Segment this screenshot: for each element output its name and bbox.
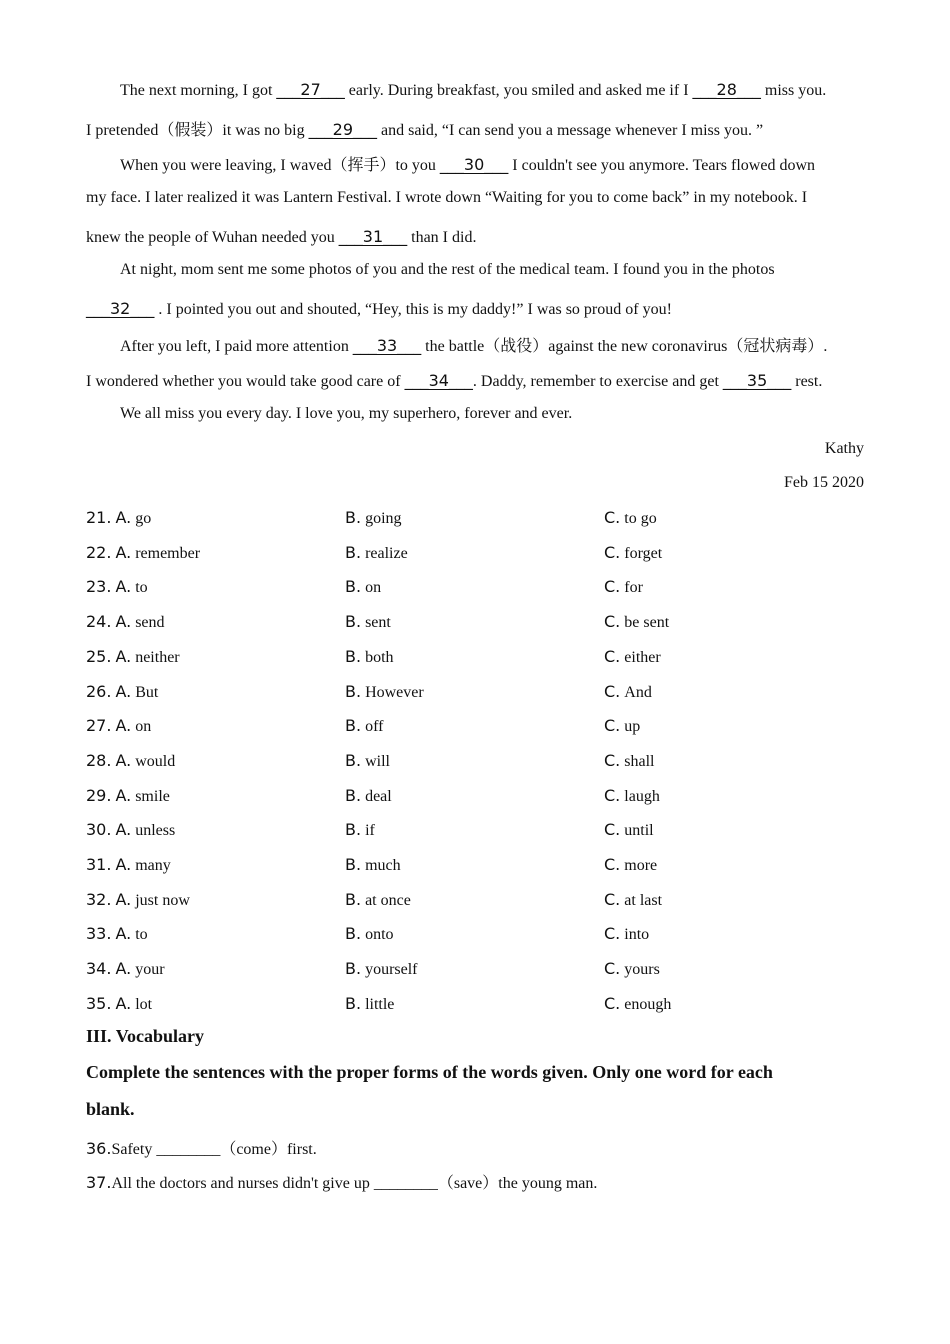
passage-line: At night, mom sent me some photos of you and the rest of the medical team. I found you in the photos bbox=[120, 261, 775, 278]
option-text: many bbox=[135, 857, 171, 874]
option-letter: C. bbox=[604, 889, 621, 909]
option-b bbox=[345, 890, 411, 910]
option-text: remember bbox=[135, 544, 201, 562]
option-c bbox=[604, 994, 671, 1014]
question-row bbox=[86, 959, 864, 983]
option-letter: A. bbox=[115, 820, 132, 840]
blank-35: ___35___ bbox=[722, 371, 792, 390]
option-letter: B. bbox=[345, 785, 362, 805]
option-letter: C. bbox=[604, 681, 621, 701]
option-text: And bbox=[624, 683, 652, 701]
option-a bbox=[86, 924, 148, 944]
signature: Kathy bbox=[824, 440, 864, 457]
option-letter: A. bbox=[115, 681, 132, 701]
option-b bbox=[345, 543, 408, 563]
option-letter: C. bbox=[604, 646, 621, 666]
option-letter: C. bbox=[604, 750, 621, 770]
option-text: onto bbox=[365, 926, 394, 944]
question-row bbox=[86, 682, 864, 706]
option-letter: B. bbox=[345, 646, 362, 666]
question-number: 26. bbox=[86, 681, 112, 701]
passage-line: ___32___ . I pointed you out and shouted, “Hey, this is my daddy!” I was so proud of you! bbox=[86, 299, 672, 318]
question-36: 36.Safety ________（come）first. bbox=[86, 1139, 317, 1158]
option-c bbox=[604, 959, 660, 979]
option-text: be sent bbox=[624, 614, 670, 632]
option-text: But bbox=[135, 683, 159, 701]
option-c bbox=[604, 890, 662, 910]
question-number: 28. bbox=[86, 750, 112, 770]
option-text: go bbox=[135, 510, 152, 527]
blank-29: ___29___ bbox=[308, 120, 377, 139]
option-b bbox=[345, 647, 394, 667]
option-text: realize bbox=[365, 544, 408, 562]
option-b bbox=[345, 959, 418, 979]
option-letter: C. bbox=[604, 716, 621, 736]
option-a bbox=[86, 890, 190, 910]
option-c bbox=[604, 508, 657, 528]
question-row bbox=[86, 924, 864, 948]
question-number: 24. bbox=[86, 612, 112, 632]
blank-30: ___30___ bbox=[439, 155, 509, 174]
option-letter: C. bbox=[604, 959, 621, 979]
option-text: much bbox=[365, 857, 401, 874]
option-b bbox=[345, 682, 424, 702]
option-c bbox=[604, 612, 669, 632]
blank-27: ___27___ bbox=[276, 80, 345, 99]
option-text: send bbox=[135, 614, 165, 632]
option-text: shall bbox=[624, 752, 655, 770]
option-letter: A. bbox=[115, 924, 132, 944]
option-a bbox=[86, 543, 200, 563]
option-text: going bbox=[365, 510, 402, 527]
option-letter: A. bbox=[115, 959, 132, 979]
blank-31: ___31___ bbox=[338, 227, 408, 246]
option-letter: A. bbox=[115, 750, 132, 770]
blank-33: ___33___ bbox=[352, 336, 422, 355]
option-letter: C. bbox=[604, 785, 621, 805]
option-a bbox=[86, 994, 152, 1014]
option-letter: C. bbox=[604, 820, 621, 840]
option-a bbox=[86, 508, 151, 528]
option-text: However bbox=[365, 683, 424, 701]
option-letter: A. bbox=[115, 889, 132, 909]
option-b bbox=[345, 612, 391, 632]
letter-date: Feb 15 2020 bbox=[784, 474, 864, 491]
section-title: III. Vocabulary bbox=[86, 1026, 205, 1046]
option-letter: B. bbox=[345, 542, 362, 562]
option-text: at last bbox=[624, 891, 663, 909]
option-a bbox=[86, 820, 175, 840]
option-a bbox=[86, 855, 171, 875]
option-c bbox=[604, 543, 662, 563]
option-a bbox=[86, 577, 148, 597]
option-text: yours bbox=[624, 961, 660, 979]
option-text: deal bbox=[365, 787, 392, 805]
question-row bbox=[86, 716, 864, 740]
option-b bbox=[345, 508, 402, 528]
question-row bbox=[86, 855, 864, 879]
option-letter: B. bbox=[345, 577, 362, 597]
option-letter: C. bbox=[604, 508, 621, 527]
option-c bbox=[604, 577, 643, 597]
option-b bbox=[345, 786, 392, 806]
option-c bbox=[604, 855, 657, 875]
option-text: little bbox=[365, 995, 395, 1013]
option-text: on bbox=[365, 579, 382, 597]
option-letter: B. bbox=[345, 959, 362, 979]
option-a bbox=[86, 682, 158, 702]
option-a bbox=[86, 647, 180, 667]
instruction-line: blank. bbox=[86, 1099, 135, 1119]
option-text: will bbox=[365, 752, 390, 770]
option-text: your bbox=[135, 961, 165, 979]
option-text: until bbox=[624, 822, 654, 840]
option-text: for bbox=[624, 579, 643, 597]
question-number: 25. bbox=[86, 646, 112, 666]
option-letter: B. bbox=[345, 612, 362, 632]
passage-line: I pretended（假装）it was no big ___29___ and said, “I can send you a message whenever I miss you. ” bbox=[86, 120, 764, 139]
option-a bbox=[86, 786, 170, 806]
question-row bbox=[86, 543, 864, 567]
option-letter: A. bbox=[115, 993, 132, 1013]
option-letter: C. bbox=[604, 855, 621, 874]
option-a bbox=[86, 716, 151, 736]
question-number: 30. bbox=[86, 820, 112, 840]
option-text: forget bbox=[624, 544, 663, 562]
question-37: 37.All the doctors and nurses didn't give up ________（save）the young man. bbox=[86, 1173, 598, 1192]
passage-line: knew the people of Wuhan needed you ___31___ than I did. bbox=[86, 227, 477, 246]
question-row bbox=[86, 786, 864, 810]
option-letter: A. bbox=[115, 508, 132, 527]
question-row bbox=[86, 647, 864, 671]
option-text: into bbox=[624, 926, 650, 944]
option-c bbox=[604, 820, 654, 840]
option-letter: C. bbox=[604, 993, 621, 1013]
option-text: just now bbox=[135, 891, 190, 909]
option-a bbox=[86, 612, 165, 632]
option-letter: A. bbox=[115, 577, 132, 597]
option-text: yourself bbox=[365, 961, 418, 979]
question-row bbox=[86, 994, 864, 1018]
option-text: off bbox=[365, 718, 384, 736]
question-number: 32. bbox=[86, 889, 112, 909]
question-number: 23. bbox=[86, 577, 112, 597]
question-number: 33. bbox=[86, 924, 112, 944]
option-b bbox=[345, 855, 401, 875]
option-text: at once bbox=[365, 891, 411, 909]
option-letter: B. bbox=[345, 508, 362, 527]
option-c bbox=[604, 647, 661, 667]
option-text: on bbox=[135, 718, 152, 736]
option-c bbox=[604, 751, 654, 771]
blank-28: ___28___ bbox=[692, 80, 761, 99]
option-text: smile bbox=[135, 787, 170, 805]
option-letter: B. bbox=[345, 924, 362, 944]
option-letter: B. bbox=[345, 855, 362, 874]
option-text: both bbox=[365, 648, 394, 666]
option-text: laugh bbox=[624, 787, 660, 805]
option-text: either bbox=[624, 648, 661, 666]
passage-line: The next morning, I got ___27___ early. During breakfast, you smiled and asked me if I ___28___ miss you. bbox=[120, 80, 827, 99]
passage-line: After you left, I paid more attention ___33___ the battle（战役）against the new coronavirus（冠状病毒）. bbox=[120, 336, 828, 355]
option-b bbox=[345, 716, 383, 736]
option-b bbox=[345, 924, 394, 944]
question-row bbox=[86, 612, 864, 636]
question-row bbox=[86, 820, 864, 844]
passage-line: When you were leaving, I waved（挥手）to you ___30___ I couldn't see you anymore. Tears flowed down bbox=[120, 155, 815, 174]
option-a bbox=[86, 751, 175, 771]
option-c bbox=[604, 786, 660, 806]
option-text: sent bbox=[365, 614, 391, 632]
option-letter: C. bbox=[604, 612, 621, 632]
option-letter: B. bbox=[345, 750, 362, 770]
option-letter: A. bbox=[115, 612, 132, 632]
question-number: 31. bbox=[86, 855, 112, 874]
option-b bbox=[345, 751, 390, 771]
option-a bbox=[86, 959, 165, 979]
option-letter: A. bbox=[115, 785, 132, 805]
option-letter: A. bbox=[115, 855, 132, 874]
passage-line: my face. I later realized it was Lantern Festival. I wrote down “Waiting for you to come back” in my notebook. I bbox=[86, 189, 808, 206]
question-number: 29. bbox=[86, 785, 112, 805]
option-letter: B. bbox=[345, 993, 362, 1013]
option-letter: B. bbox=[345, 716, 362, 736]
option-text: neither bbox=[135, 648, 180, 666]
passage-line: I wondered whether you would take good care of ___34___. Daddy, remember to exercise and get ___35___ rest. bbox=[86, 371, 823, 390]
option-letter: C. bbox=[604, 542, 621, 562]
option-c bbox=[604, 716, 640, 736]
option-text: lot bbox=[135, 995, 153, 1013]
question-number: 34. bbox=[86, 959, 112, 979]
option-letter: C. bbox=[604, 924, 621, 944]
option-c bbox=[604, 682, 652, 702]
blank-32: ___32___ bbox=[86, 299, 155, 318]
option-text: would bbox=[135, 752, 176, 770]
question-number: 22. bbox=[86, 542, 112, 562]
blank-34: ___34___ bbox=[404, 371, 473, 390]
option-text: up bbox=[624, 718, 641, 736]
option-letter: B. bbox=[345, 889, 362, 909]
question-row bbox=[86, 577, 864, 601]
option-b bbox=[345, 820, 375, 840]
question-row bbox=[86, 751, 864, 775]
question-row bbox=[86, 890, 864, 914]
option-b bbox=[345, 994, 394, 1014]
option-letter: A. bbox=[115, 646, 132, 666]
option-b bbox=[345, 577, 381, 597]
option-text: to bbox=[135, 579, 148, 597]
question-number: 27. bbox=[86, 716, 112, 736]
option-text: to bbox=[135, 926, 148, 944]
option-letter: C. bbox=[604, 577, 621, 597]
option-text: enough bbox=[624, 995, 672, 1013]
passage-line: We all miss you every day. I love you, my superhero, forever and ever. bbox=[120, 405, 573, 422]
option-letter: A. bbox=[115, 542, 132, 562]
option-text: unless bbox=[135, 822, 176, 840]
question-row bbox=[86, 508, 864, 532]
instruction-line: Complete the sentences with the proper forms of the words given. Only one word for each bbox=[86, 1062, 773, 1082]
question-number: 21. bbox=[86, 508, 112, 527]
question-number: 35. bbox=[86, 993, 112, 1013]
option-text: to go bbox=[624, 510, 657, 527]
option-letter: B. bbox=[345, 681, 362, 701]
option-c bbox=[604, 924, 649, 944]
option-text: if bbox=[365, 822, 375, 840]
option-letter: B. bbox=[345, 820, 362, 840]
option-text: more bbox=[624, 857, 658, 874]
option-letter: A. bbox=[115, 716, 132, 736]
